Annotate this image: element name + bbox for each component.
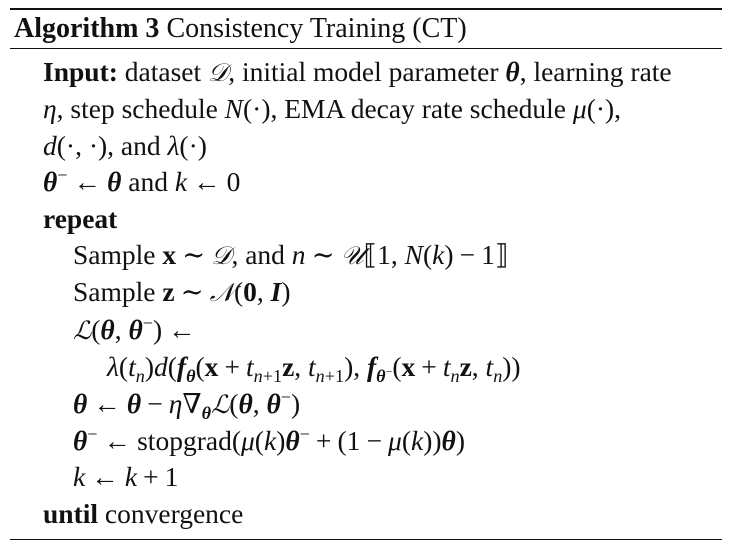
input-line-1 (10, 54, 722, 91)
algorithm-box (10, 8, 722, 540)
algorithm-body (10, 49, 722, 539)
algorithm-label: Algorithm 3 (14, 13, 160, 44)
sample-z-line: Sample z ∼ 𝒩(0, I) (73, 276, 291, 308)
input-keyword: Input: (43, 56, 118, 87)
loss-body-line: $\lambda(t_n)d(f_\theta(x + t_{n+1}z$, $t_{n+1}$), $f_{\theta^-}(x + t_nz$, $t_n$)) (107, 351, 521, 387)
input-line-2: η, step schedule N(·), EMA decay rate schedule μ(·), (43, 93, 622, 125)
repeat-keyword: repeat (43, 202, 118, 234)
init-line: θ− ← θ and k ← 0 (43, 165, 241, 198)
until-keyword: until (43, 497, 99, 529)
until-line (10, 496, 722, 532)
until-condition: convergence (104, 497, 244, 529)
bottom-rule (10, 539, 722, 540)
input-line-1-text: dataset 𝒟, initial model parameter θ, learning rate (124, 56, 672, 87)
input-line-3: d(·, ·), and λ(·) (43, 129, 207, 161)
algorithm-caption (10, 10, 722, 48)
algorithm-title: Consistency Training (CT) (166, 13, 467, 44)
update-theta-line: θ ← $\theta - \eta\nabla_\theta ℒ(\theta$, θ−) (73, 386, 301, 423)
update-ema-line: θ− ← stopgrad(μ(k)θ− + (1 − μ(k))θ) (73, 424, 465, 457)
sample-x-line: Sample x ∼ 𝒟, and n ∼ 𝒰⟦1, N(k) − 1⟧ (73, 239, 509, 271)
repeat-line (10, 201, 722, 237)
loss-head-line: ℒ(θ, θ−) ← (73, 312, 196, 345)
increment-k-line: k ← k + 1 (73, 461, 179, 493)
